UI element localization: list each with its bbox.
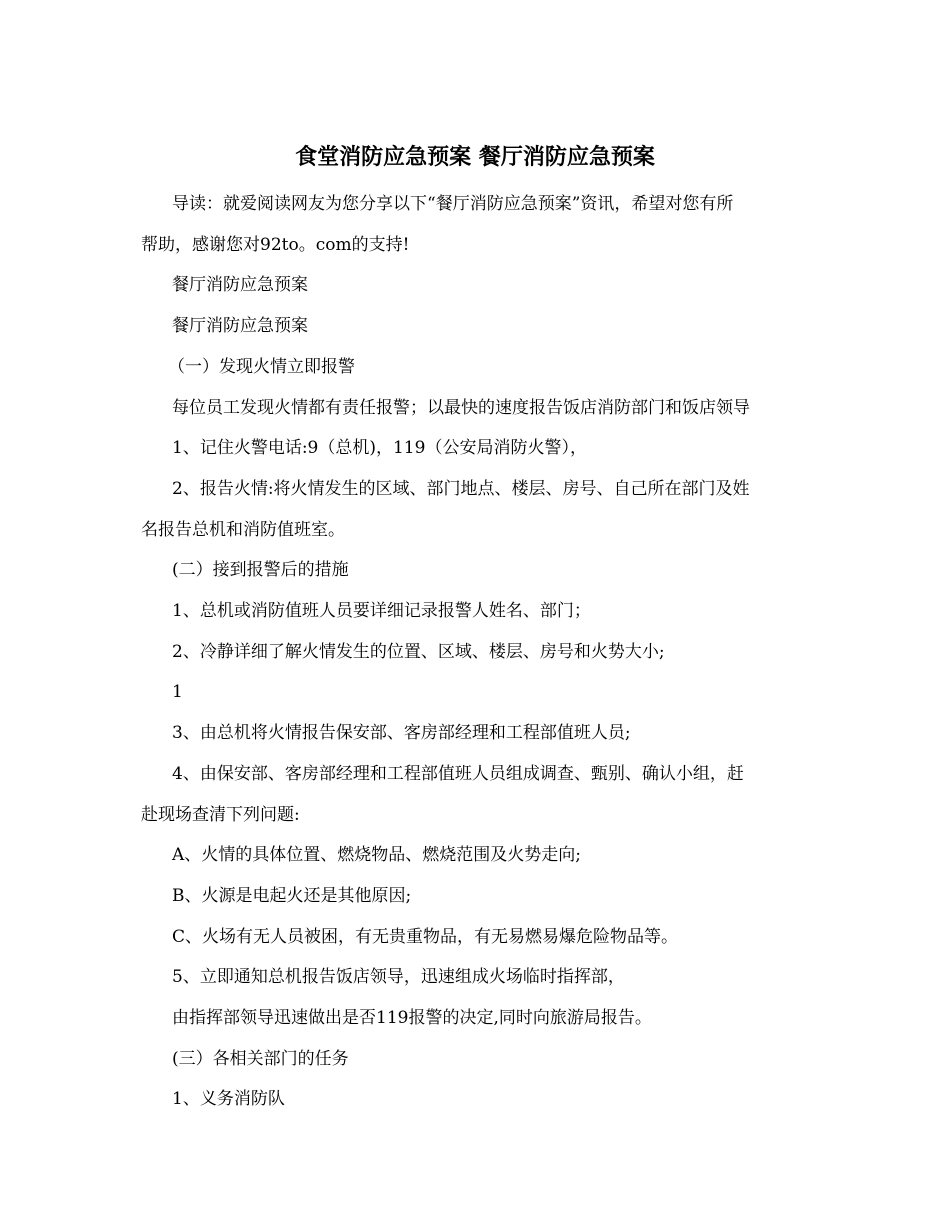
document-title: 食堂消防应急预案 餐厅消防应急预案 [295,144,655,170]
paragraph-line: 名报告总机和消防值班室。 [141,519,345,540]
paragraph-line: 每位员工发现火情都有责任报警；以最快的速度报告饭店消防部门和饭店领导 [172,397,750,418]
subtitle-1: 餐厅消防应急预案 [172,275,308,296]
subtitle-2: 餐厅消防应急预案 [172,316,308,337]
document-body [141,184,813,1120]
paragraph-line: 4、由保安部、客房部经理和工程部值班人员组成调查、甄别、确认小组，赶 [172,763,744,784]
paragraph-line: 3、由总机将火情报告保安部、客房部经理和工程部值班人员; [172,723,631,744]
paragraph-line: 2、报告火情:将火情发生的区域、部门地点、楼层、房号、自己所在部门及姓 [172,478,750,499]
paragraph-line: B、火源是电起火还是其他原因; [172,885,412,906]
section-heading-2: (二）接到报警后的措施 [172,560,349,581]
paragraph-line: A、火情的具体位置、燃烧物品、燃烧范围及火势走向; [172,845,582,866]
paragraph-line: 1、记住火警电话:9（总机)，119（公安局消防火警）， [172,438,587,459]
paragraph-line: 1、义务消防队 [172,1089,285,1110]
section-heading-1: （一）发现火情立即报警 [168,356,355,377]
intro-line-2: 帮助，感谢您对92to。com的支持! [141,234,410,255]
section-heading-3: (三）各相关部门的任务 [172,1048,349,1069]
paragraph-line: 赴现场查清下列问题: [141,804,300,825]
page-number: 1 [172,682,183,703]
paragraph-line: 5、立即通知总机报告饭店领导，迅速组成火场临时指挥部， [172,967,625,988]
paragraph-line: 1、总机或消防值班人员要详细记录报警人姓名、部门； [172,601,591,622]
intro-line-1: 导读：就爱阅读网友为您分享以下“餐厅消防应急预案”资讯，希望对您有所 [172,194,734,214]
paragraph-line: 由指挥部领导迅速做出是否119报警的决定,同时向旅游局报告。 [172,1008,652,1029]
paragraph-line: C、火场有无人员被困，有无贵重物品，有无易燃易爆危险物品等。 [172,926,679,947]
paragraph-line: 2、冷静详细了解火情发生的位置、区域、楼层、房号和火势大小; [172,641,665,662]
